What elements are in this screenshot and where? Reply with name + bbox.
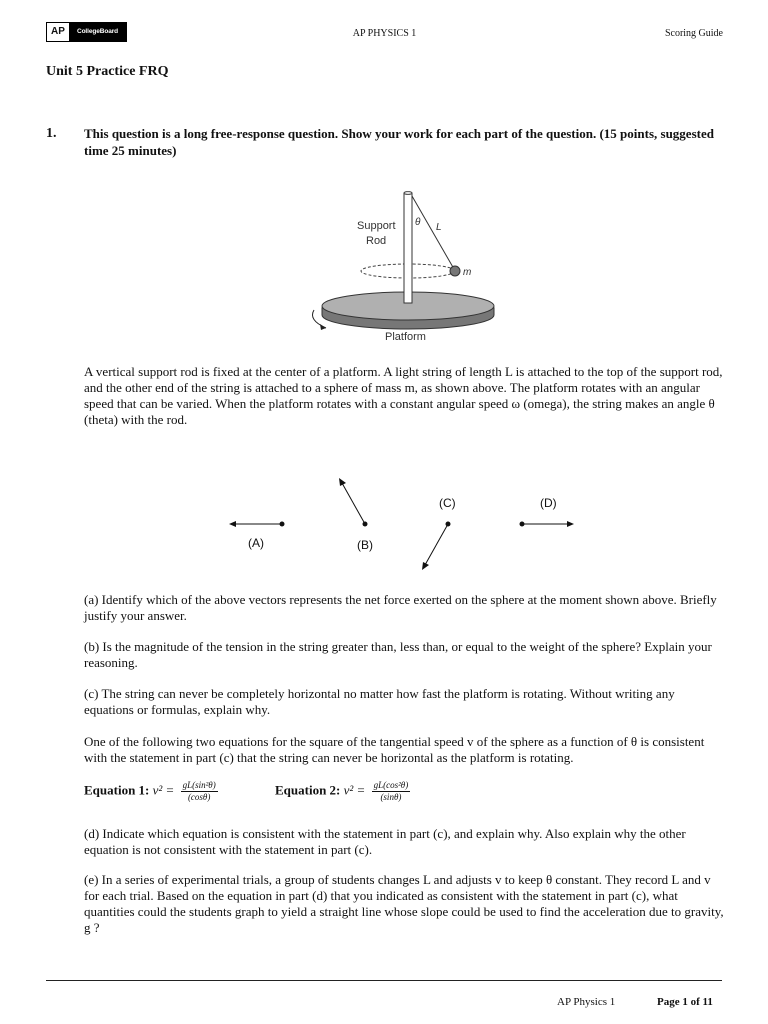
theta-label: θ [415,217,421,228]
apparatus-figure [300,188,510,348]
question-intro: This question is a long free-response question. Show your work for each part of the question. (15 points, suggested time 25 minutes) [84,126,714,158]
length-label: L [436,222,442,233]
page-title: Unit 5 Practice FRQ [46,64,169,79]
equation-1-lhs: v² = [152,782,175,798]
question-number: 1. [46,126,57,141]
part-e: (e) In a series of experimental trials, a group of students changes L and adjusts v to keep θ constant. They record L and v for each trial. Based on the equation in part (d) that you indicated as consistent with the statement in part (c), what quantities could the students graph to yield a straight line whose slope could be used to find the acceleration due to gravity, g ? [84,872,724,935]
logo-collegeboard-text: CollegeBoard [69,23,126,41]
platform-label: Platform [385,331,426,343]
vector-c-label: (C) [439,496,456,510]
vector-a-arrow-icon [229,521,236,527]
vector-d-label: (D) [540,496,557,510]
equation-1 [84,780,218,803]
header-guide: Scoring Guide [664,28,723,39]
equation-1-fraction [181,780,218,803]
mass-label: m [463,267,472,278]
equation-2-numerator: gL(cos²θ) [373,780,409,790]
equation-2-fraction [372,780,411,803]
support-rod-label-1: Support [357,220,396,232]
footer-course: AP Physics 1 [557,996,616,1008]
header-course: AP PHYSICS 1 [352,28,417,39]
equation-1-label: Equation 1: [84,782,150,798]
logo-ap-text: AP [47,23,69,41]
vector-d-arrow-icon [567,521,574,527]
equation-2-lhs: v² = [343,782,366,798]
support-rod-label-2: Rod [366,235,387,247]
page-number: Page 1 of 11 [657,996,713,1008]
footer-divider [46,980,722,981]
equation-2-label: Equation 2: [275,782,341,798]
equation-1-numerator: gL(sin²θ) [182,780,216,790]
equation-1-denominator: (cosθ) [187,792,211,802]
part-d: (d) Indicate which equation is consistent with the statement in part (c), and explain why. Also explain why the other equation is not consistent with the statement in part (c). [84,826,686,857]
equation-2 [275,780,410,803]
part-b: (b) Is the magnitude of the tension in the string greater than, less than, or equal to the weight of the sphere? Explain your reasoning. [84,639,712,670]
vector-a-label: (A) [248,536,264,550]
equation-intro: One of the following two equations for the square of the tangential speed v of the sphere as a function of θ is consistent with the statement in part (c) that the string can never be horizontal as the platform is rotating. [84,734,705,765]
page-header [46,22,723,44]
vector-b-label: (B) [357,538,373,552]
vector-choices-figure [220,470,590,580]
part-c: (c) The string can never be completely horizontal no matter how fast the platform is rotating. Without writing any equations or formulas, explain why. [84,686,675,717]
description-paragraph: A vertical support rod is fixed at the center of a platform. A light string of length L is attached to the top of the support rod, and the other end of the string is attached to a sphere of mass m, as shown above. The platform rotates with an angular speed that can be varied. When the platform rotates with a constant angular speed ω (omega), the string makes an angle θ (theta) with the rod. [84,364,723,427]
equation-2-denominator: (sinθ) [380,792,402,802]
part-a: (a) Identify which of the above vectors represents the net force exerted on the sphere at the moment shown above. Briefly justify your answer. [84,592,717,623]
